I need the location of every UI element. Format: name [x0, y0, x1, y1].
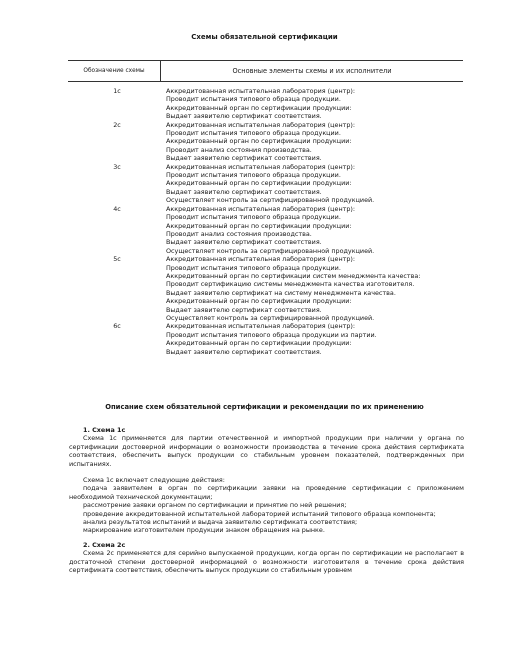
scheme-elements	[166, 205, 463, 255]
scheme-element-line: Аккредитованный орган по сертификации систем менеджмента качества:	[166, 271, 421, 280]
scheme-1c-title: 1. Схема 1с	[83, 426, 126, 434]
column-header-designation: Обозначение схемы	[68, 61, 161, 81]
scheme-element-line: Аккредитованный орган по сертификации продукции:	[166, 103, 352, 112]
scheme-element-line: Проводит испытания типового образца продукции.	[166, 263, 341, 272]
table-row	[68, 255, 463, 322]
scheme-2c-title: 2. Схема 2с	[83, 540, 126, 549]
scheme-element-line: Проводит испытания типового образца продукции.	[166, 129, 341, 138]
scheme-element-line: Проводит испытания типового образца продукции.	[166, 171, 341, 180]
description-body	[69, 420, 464, 575]
list-item: проведение аккредитованной испытательной лабораторией испытаний типового образца компонента;	[83, 509, 436, 518]
scheme-element-line: Выдает заявителю сертификат соответствия.	[166, 154, 322, 163]
schemes-table-body	[68, 87, 463, 356]
scheme-element-line: Осуществляет контроль за сертифицированной продукцией.	[166, 246, 375, 255]
scheme-elements	[166, 255, 463, 322]
scheme-elements	[166, 322, 463, 356]
page-title: Схемы обязательной сертификации	[191, 33, 338, 41]
scheme-element-line: Осуществляет контроль за сертифицированной продукцией.	[166, 313, 375, 322]
scheme-1c-actions-list	[69, 484, 464, 534]
list-item: рассмотрение заявки органом по сертификации и принятие по ней решения;	[83, 501, 347, 510]
scheme-element-line: Аккредитованный орган по сертификации продукции:	[166, 297, 352, 306]
scheme-element-line: Выдает заявителю сертификат соответствия.	[166, 305, 322, 314]
scheme-elements	[166, 163, 463, 205]
scheme-element-line: Аккредитованная испытательная лаборатория (центр):	[166, 87, 356, 95]
scheme-element-line: Аккредитованная испытательная лаборатория (центр):	[166, 162, 356, 171]
scheme-2c-paragraph: Схема 2с применяется для серийно выпускаемой продукции, когда орган по сертификации не располагает в достаточной степени достоверной информацией о возможности изготовителя в течение срока действия сертификата соответствия, обеспечить выпуск продукции со стабильным уровнем	[69, 549, 464, 575]
scheme-element-line: Аккредитованный орган по сертификации продукции:	[166, 339, 352, 348]
scheme-element-line: Проводит анализ состояния производства.	[166, 145, 312, 154]
scheme-code: 1с	[113, 87, 121, 95]
scheme-element-line: Выдает заявителю сертификат соответствия.	[166, 112, 322, 121]
scheme-element-line: Аккредитованный орган по сертификации продукции:	[166, 179, 352, 188]
table-row	[68, 163, 463, 205]
scheme-code: 5с	[113, 255, 121, 264]
scheme-element-line: Проводит анализ состояния производства.	[166, 229, 312, 238]
schemes-table-header	[68, 60, 463, 82]
scheme-element-line: Аккредитованная испытательная лаборатория (центр):	[166, 204, 356, 213]
scheme-element-line: Проводит испытания типового образца продукции.	[166, 213, 341, 222]
list-item: подача заявителем в орган по сертификации заявки на проведение сертификации с приложением необходимой технической документации;	[69, 484, 464, 501]
scheme-1c-includes: Схема 1с включает следующие действия:	[83, 476, 225, 485]
scheme-element-line: Аккредитованная испытательная лаборатория (центр):	[166, 255, 356, 264]
list-item: маркирование изготовителем продукции знаком обращения на рынке.	[83, 526, 325, 535]
scheme-element-line: Аккредитованная испытательная лаборатория (центр):	[166, 322, 356, 331]
table-row	[68, 322, 463, 356]
scheme-elements	[166, 121, 463, 163]
scheme-element-line: Выдает заявителю сертификат соответствия.	[166, 347, 322, 356]
scheme-element-line: Выдает заявителю сертификат соответствия.	[166, 187, 322, 196]
table-row	[68, 87, 463, 121]
scheme-code: 4с	[113, 204, 121, 213]
scheme-element-line: Аккредитованная испытательная лаборатория (центр):	[166, 120, 356, 129]
table-row	[68, 205, 463, 255]
scheme-element-line: Аккредитованный орган по сертификации продукции:	[166, 137, 352, 146]
column-header-elements: Основные элементы схемы и их исполнители	[232, 66, 392, 75]
scheme-element-line: Выдает заявителю сертификат соответствия.	[166, 238, 322, 247]
scheme-element-line: Осуществляет контроль за сертифицированной продукцией.	[166, 196, 375, 205]
list-item: анализ результатов испытаний и выдача заявителю сертификата соответствия;	[83, 518, 358, 527]
scheme-element-line: Проводит испытания типового образца продукции.	[166, 95, 341, 104]
scheme-element-line: Проводит сертификацию системы менеджмента качества изготовителя.	[166, 280, 415, 289]
scheme-element-line: Аккредитованный орган по сертификации продукции:	[166, 221, 352, 230]
scheme-code: 6с	[113, 322, 121, 331]
scheme-element-line: Проводит испытания типового образца продукции из партии.	[166, 330, 377, 339]
scheme-code: 3с	[113, 162, 121, 171]
scheme-elements	[166, 87, 463, 121]
table-row	[68, 121, 463, 163]
scheme-code: 2с	[113, 120, 121, 129]
section-title: Описание схем обязательной сертификации и рекомендации по их применению	[105, 403, 424, 411]
scheme-1c-paragraph: Схема 1с применяется для партии отечественной и импортной продукции при наличии у органа по сертификации достоверной информации о возможности производства в течение срока действия сертификата соответствия, обеспечить выпуск продукции со стабильным уровнем показателей, подтвержденных при испытаниях.	[69, 434, 464, 468]
scheme-element-line: Выдает заявителю сертификат на систему менеджмента качества.	[166, 288, 396, 297]
